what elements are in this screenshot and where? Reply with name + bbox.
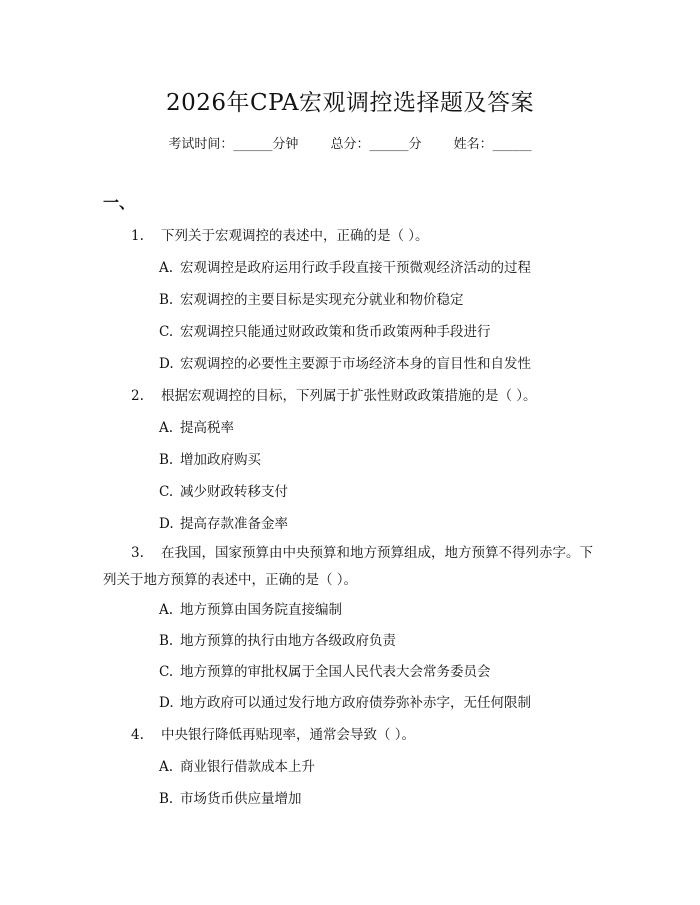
- option-letter: B.: [159, 791, 174, 807]
- option-text: 市场货币供应量增加: [180, 791, 302, 807]
- option-2c: [159, 480, 288, 500]
- option-letter: D.: [159, 516, 174, 532]
- option-text: 提高税率: [180, 420, 234, 436]
- option-text: 提高存款准备金率: [180, 516, 288, 532]
- question-number: 4.: [131, 727, 144, 743]
- time-unit: 分钟: [272, 137, 299, 152]
- option-1c: [159, 320, 491, 340]
- option-text: 宏观调控是政府运用行政手段直接干预微观经济活动的过程: [180, 260, 531, 276]
- option-text: 地方预算由国务院直接编制: [180, 602, 342, 618]
- question-number: 1.: [131, 228, 144, 244]
- option-letter: B.: [159, 633, 174, 649]
- option-letter: C.: [159, 324, 174, 340]
- option-3c: [159, 660, 491, 680]
- total-score: [330, 137, 421, 152]
- option-text: 地方预算的审批权属于全国人民代表大会常务委员会: [180, 664, 491, 680]
- option-2d: [159, 512, 288, 532]
- option-4b: [159, 787, 302, 807]
- student-name: [454, 137, 532, 152]
- option-3b: [159, 629, 396, 649]
- exam-time: [168, 137, 298, 152]
- page-title: 2026年CPA宏观调控选择题及答案: [165, 90, 535, 116]
- option-letter: A.: [159, 420, 174, 436]
- option-text: 地方预算的执行由地方各级政府负责: [180, 633, 396, 649]
- question-text: 中央银行降低再贴现率，通常会导致（ ）。: [161, 727, 416, 743]
- option-text: 商业银行借款成本上升: [180, 759, 315, 775]
- exam-meta: [0, 133, 700, 152]
- option-letter: C.: [159, 664, 174, 680]
- option-text: 宏观调控的必要性主要源于市场经济本身的盲目性和自发性: [180, 356, 531, 372]
- option-letter: A.: [159, 260, 174, 276]
- option-letter: C.: [159, 484, 174, 500]
- question-2: [131, 384, 537, 404]
- option-letter: A.: [159, 602, 174, 618]
- question-3: [103, 540, 603, 594]
- option-1a: [159, 256, 531, 276]
- option-2a: [159, 416, 234, 436]
- option-text: 增加政府购买: [180, 452, 261, 468]
- option-letter: B.: [159, 292, 174, 308]
- option-1d: [159, 352, 531, 372]
- time-label: 考试时间：: [168, 137, 234, 152]
- option-2b: [159, 448, 261, 468]
- question-text: 下列关于宏观调控的表述中，正确的是（ ）。: [161, 228, 429, 244]
- option-text: 地方政府可以通过发行地方政府债券弥补赤字，无任何限制: [180, 695, 531, 711]
- score-blank: ______: [369, 137, 409, 152]
- question-1: [131, 224, 429, 244]
- option-4a: [159, 755, 315, 775]
- option-text: 减少财政转移支付: [180, 484, 288, 500]
- score-label: 总分：: [330, 137, 370, 152]
- option-letter: D.: [159, 695, 174, 711]
- section-heading: 一、: [103, 193, 136, 212]
- question-number: 3.: [131, 545, 144, 561]
- question-number: 2.: [131, 388, 144, 404]
- option-3d: [159, 691, 531, 711]
- question-text: 根据宏观调控的目标，下列属于扩张性财政政策措施的是（ ）。: [161, 388, 537, 404]
- option-letter: B.: [159, 452, 174, 468]
- option-letter: A.: [159, 759, 174, 775]
- name-blank: ______: [492, 137, 532, 152]
- option-1b: [159, 288, 464, 308]
- question-text-line2: 列关于地方预算的表述中，正确的是（ ）。: [103, 572, 358, 588]
- time-blank: ______: [233, 137, 273, 152]
- score-unit: 分: [408, 137, 422, 152]
- question-text-line1: 在我国，国家预算由中央预算和地方预算组成，地方预算不得列赤字。下: [161, 545, 593, 561]
- option-3a: [159, 598, 342, 618]
- name-label: 姓名：: [453, 137, 493, 152]
- option-letter: D.: [159, 356, 174, 372]
- option-text: 宏观调控只能通过财政政策和货币政策两种手段进行: [180, 324, 491, 340]
- option-text: 宏观调控的主要目标是实现充分就业和物价稳定: [180, 292, 464, 308]
- question-4: [131, 723, 415, 743]
